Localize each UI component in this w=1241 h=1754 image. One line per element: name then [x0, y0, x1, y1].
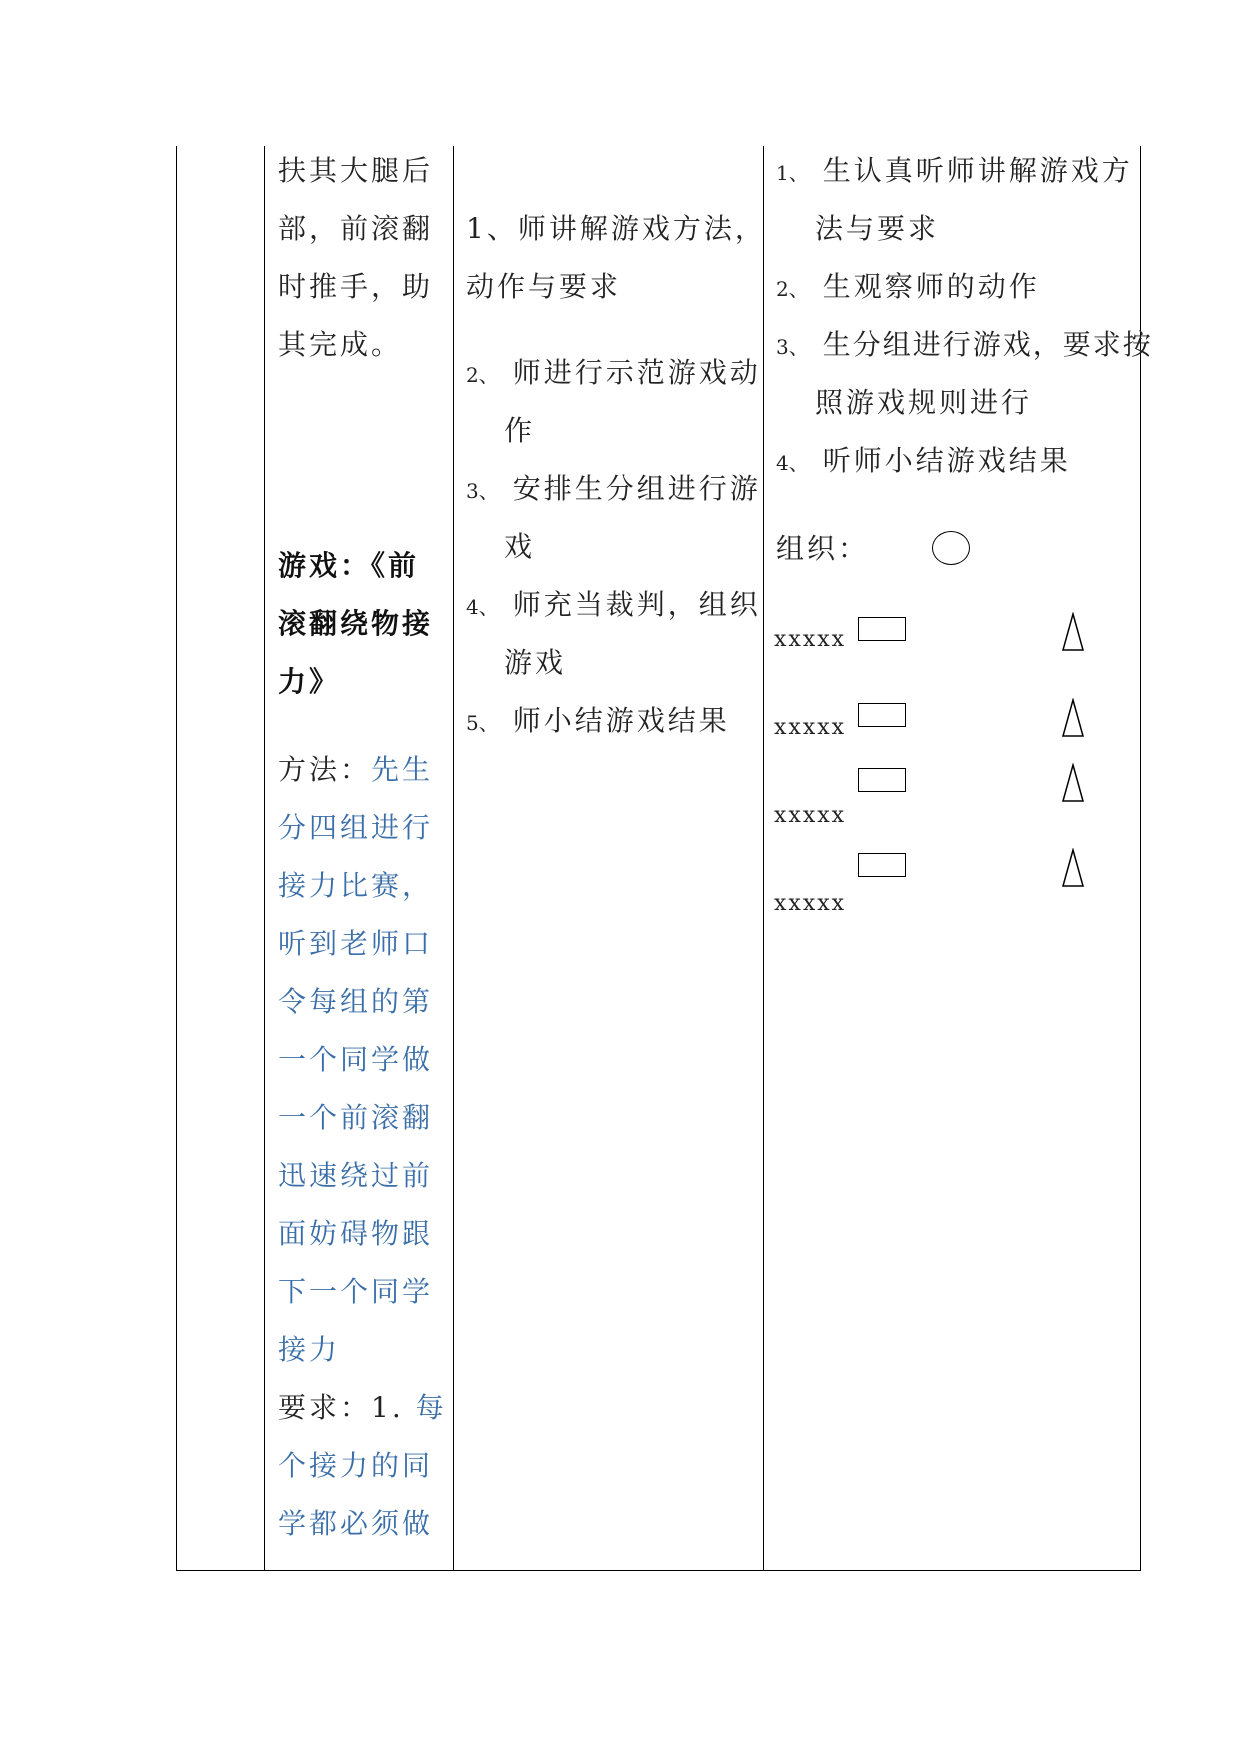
formation-row-3-label: xxxxx	[774, 803, 847, 828]
method-label: 方法：	[278, 753, 372, 786]
teacher-item-2-line-2: 作	[504, 414, 536, 447]
column-divider-1	[264, 146, 265, 1570]
column-divider-3	[763, 146, 764, 1570]
teacher-item-4-num: 4、	[466, 595, 499, 619]
game-title-line-1: 游戏：《前	[278, 549, 420, 582]
method-first-line	[278, 752, 433, 788]
teacher-item-4-line-2: 游戏	[504, 646, 567, 679]
student-item-3-line-2: 照游戏规则进行	[815, 386, 1033, 419]
obstacle-rect-icon	[858, 703, 906, 727]
assist-line-4: 其完成。	[278, 328, 403, 361]
obstacle-rect-icon	[858, 617, 906, 641]
student-item-2-num: 2、	[776, 277, 809, 301]
teacher-item-3-num: 3、	[466, 479, 499, 503]
obstacle-rect-icon	[858, 768, 906, 792]
teacher-item-3-line-1	[466, 471, 761, 509]
teacher-item-4-line-1	[466, 587, 761, 625]
method-line-3: 听到老师口	[278, 927, 434, 960]
method-line-1: 分四组进行	[278, 811, 434, 844]
teacher-item-5-text: 师小结游戏结果	[512, 704, 730, 737]
teacher-item-2-text: 师进行示范游戏动	[512, 356, 761, 389]
method-line-7: 迅速绕过前	[278, 1159, 434, 1192]
teacher-circle-icon	[932, 531, 970, 565]
assist-line-2: 部，前滚翻	[278, 212, 434, 245]
method-line-4: 令每组的第	[278, 985, 434, 1018]
method-line-10: 接力	[278, 1333, 341, 1366]
method-line-8: 面妨碍物跟	[278, 1217, 434, 1250]
table-border-bottom	[176, 1570, 1141, 1571]
method-first-text: 先生	[371, 753, 434, 786]
cone-triangle-icon	[1061, 612, 1085, 652]
teacher-item-1-line-1	[466, 211, 766, 247]
teacher-item-2-line-1	[466, 355, 761, 393]
requirement-line-2: 学都必须做	[278, 1507, 434, 1540]
student-item-1-line-2: 法与要求	[815, 212, 940, 245]
teacher-item-3-text: 安排生分组进行游	[512, 472, 761, 505]
teacher-item-1-num: 1、	[466, 212, 518, 245]
student-item-3-line-1	[776, 327, 1153, 365]
formation-row-4-label: xxxxx	[774, 891, 847, 916]
student-item-1-line-1	[776, 153, 1133, 191]
assist-line-3: 时推手，助	[278, 270, 434, 303]
student-item-3-text: 生分组进行游戏，要求按	[822, 328, 1153, 361]
cone-triangle-icon	[1061, 848, 1085, 888]
requirement-first-text: 每	[415, 1391, 447, 1424]
assist-line-1: 扶其大腿后	[278, 154, 434, 187]
method-line-5: 一个同学做	[278, 1043, 434, 1076]
cone-triangle-icon	[1061, 763, 1085, 803]
student-item-3-num: 3、	[776, 335, 809, 359]
cone-triangle-icon	[1061, 698, 1085, 738]
organization-label: 组织：	[776, 532, 870, 565]
requirement-first-line	[278, 1390, 447, 1426]
formation-row-2-label: xxxxx	[774, 715, 847, 740]
teacher-item-3-line-2: 戏	[504, 530, 536, 563]
game-title-line-3: 力》	[278, 665, 341, 698]
teacher-item-1-text: 师讲解游戏方法，	[517, 212, 766, 245]
requirement-label: 要求：1.	[278, 1391, 404, 1424]
teacher-item-5-line-1	[466, 703, 730, 741]
game-title-line-2: 滚翻绕物接	[278, 607, 434, 640]
table-border-left	[176, 146, 177, 1570]
student-item-4-text: 听师小结游戏结果	[822, 444, 1071, 477]
formation-row-1-label: xxxxx	[774, 627, 847, 652]
student-item-2-line-1	[776, 269, 1040, 307]
teacher-item-4-text: 师充当裁判，组织	[512, 588, 761, 621]
obstacle-rect-icon	[858, 853, 906, 877]
teacher-item-5-num: 5、	[466, 711, 499, 735]
student-item-4-line-1	[776, 443, 1071, 481]
teacher-item-2-num: 2、	[466, 363, 499, 387]
student-item-2-text: 生观察师的动作	[822, 270, 1040, 303]
method-line-9: 下一个同学	[278, 1275, 434, 1308]
student-item-1-num: 1、	[776, 161, 809, 185]
method-line-6: 一个前滚翻	[278, 1101, 434, 1134]
student-item-4-num: 4、	[776, 451, 809, 475]
student-item-1-text: 生认真听师讲解游戏方	[822, 154, 1133, 187]
method-line-2: 接力比赛，	[278, 869, 434, 902]
requirement-line-1: 个接力的同	[278, 1449, 434, 1482]
column-divider-2	[453, 146, 454, 1570]
teacher-item-1-line-2: 动作与要求	[466, 270, 622, 303]
